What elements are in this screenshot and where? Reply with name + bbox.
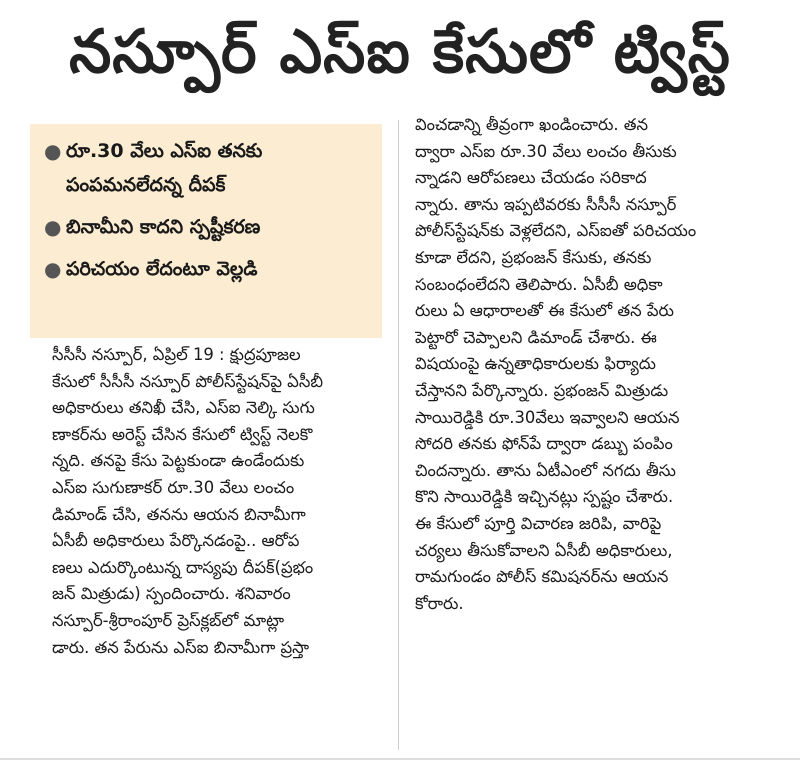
article-line: చిందన్నారు. తాను ఏటీఎంలో నగదు తీసు (415, 460, 676, 480)
highlight-item (44, 134, 372, 202)
article-line: డారు. తన పేరును ఎస్ఐ బినామీగా ప్రస్తా (52, 637, 310, 657)
article-column-left (52, 342, 382, 661)
article-line: వించడాన్ని తీవ్రంగా ఖండించారు. తన (415, 115, 649, 134)
bullet-icon: ● (44, 215, 62, 239)
highlight-item (44, 210, 372, 244)
article-line: చేస్తానని పేర్కొన్నారు. ప్రభంజన్ మిత్రుడు (415, 380, 669, 400)
article-line: సోదరి తనకు ఫోన్‌పే ద్వారా డబ్బు పంపిం (415, 434, 673, 454)
bottom-rule (0, 758, 800, 760)
article-line: ద్వారా ఎస్ఐ రూ.30 వేలు లంచం తీసుకు (415, 141, 677, 161)
article-line: న్నాడని ఆరోపణలు చేయడం సరికాద (415, 168, 647, 188)
article-line: జన్ మిత్రుడు) స్పందించారు. శనివారం (52, 584, 291, 604)
article-line: రులు ఏ ఆధారాలతో ఈ కేసులో తన పేరు (415, 301, 674, 321)
article-line: అధికారులు తనిఖీ చేసి, ఎస్ఐ నెల్కి సుగు (52, 398, 315, 418)
article-line: కూడా లేదని, ప్రభంజన్ కేసుకు, తనకు (415, 247, 652, 267)
article-line: కొని సాయిరెడ్డికి ఇచ్చినట్లు స్పష్టం చేశారు. (415, 487, 674, 507)
article-line: కేసులో సీసీసీ నస్పూర్ పోలీస్‌స్టేషన్‌పై ఏసీబీ (52, 371, 323, 391)
headline: నస్పూర్ ఎస్ఐ కేసులో ట్విస్ట్ (69, 17, 731, 87)
article-line: డిమాండ్ చేసి, తనను ఆయన బినామీగా (52, 504, 306, 524)
highlight-text: పరిచయం లేదంటూ వెల్లడి (66, 258, 258, 280)
article-line: రామగుండం పోలీస్ కమిషనర్‌ను ఆయన (415, 567, 669, 587)
article-column-right (415, 112, 775, 617)
highlight-text: బినామీని కాదని స్పష్టీకరణ (66, 216, 261, 238)
bullet-icon: ● (44, 139, 62, 163)
article-line: విషయంపై ఉన్నతాధికారులకు ఫిర్యాదు (415, 354, 656, 374)
bullet-icon: ● (44, 257, 62, 281)
highlights-box (30, 124, 382, 338)
article-line: ఈ కేసులో పూర్తి విచారణ జరిపి, వారిపై (415, 513, 662, 533)
highlight-item (44, 252, 372, 286)
article-line: ఏసీబీ అధికారులు పేర్కొనడంపై.. ఆరోప (52, 531, 300, 551)
article-line: పెట్టారో చెప్పాలని డిమాండ్ చేశారు. ఈ (415, 327, 657, 347)
article-line: కోరారు. (415, 593, 464, 613)
article-line: సాయిరెడ్డికి రూ.30వేలు ఇవ్వాలని ఆయన (415, 407, 680, 427)
article-line: న్నది. తనపై కేసు పెట్టకుండా ఉండేందుకు (52, 451, 305, 471)
article-line: ణలు ఎదుర్కొంటున్న దాస్యపు దీపక్(ప్రభం (52, 557, 314, 577)
highlight-text: రూ.30 వేలు ఎస్ఐ తనకు పంపమనలేదన్న దీపక్ (66, 140, 263, 196)
article-line: చర్యలు తీసుకోవాలని ఏసీబీ అధికారులు, (415, 540, 673, 560)
article-line: సంబంధంలేదని తెలిపారు. ఏసీబీ అధికా (415, 274, 663, 294)
article-line: సీసీసీ నస్పూర్, ఏప్రిల్ 19 : క్షుద్రపూజల (52, 345, 301, 364)
article-line: న్నారు. తాను ఇప్పటివరకు సీసీసీ నస్పూర్ (415, 194, 677, 214)
article-line: ణాకర్‌ను అరెస్ట్ చేసిన కేసులో ట్విస్ట్ నెలకొ (52, 424, 313, 444)
article-line: నస్పూర్-శ్రీరాంపూర్ ప్రెస్‌క్లబ్‌లో మాట్లా (52, 610, 285, 630)
article-line: ఎస్ఐ సుగుణాకర్ రూ.30 వేలు లంచం (52, 477, 295, 497)
column-divider (398, 120, 399, 750)
article-line: పోలీస్‌స్టేషన్‌కు వెళ్లలేదని, ఎస్ఐతో పరిచయం (415, 221, 697, 241)
